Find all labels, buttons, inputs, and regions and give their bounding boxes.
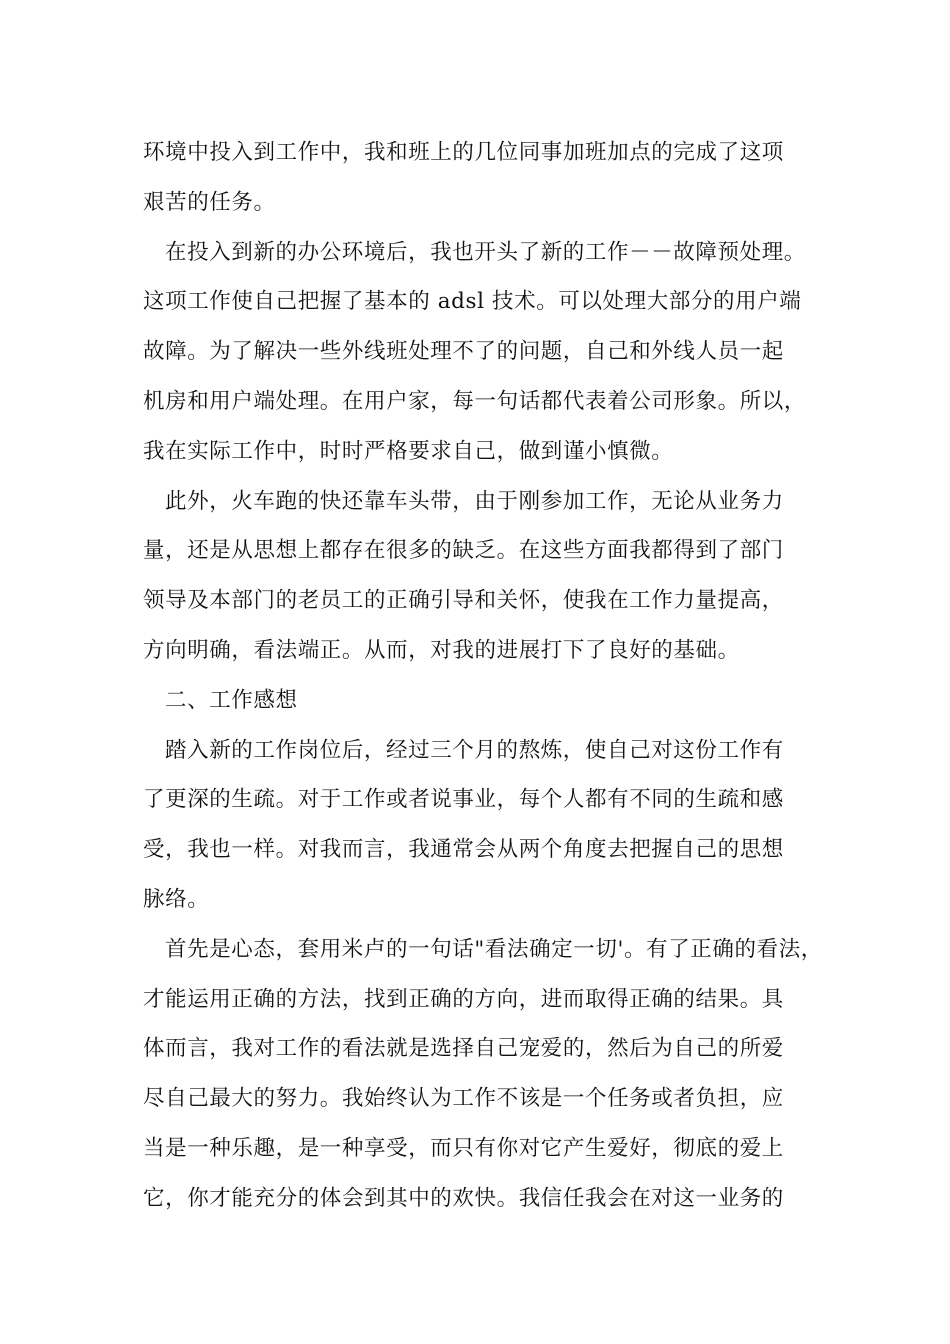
text-line: 了更深的生疏。对于工作或者说事业，每个人都有不同的生疏和感 (143, 787, 784, 813)
text-line: 踏入新的工作岗位后，经过三个月的熬炼，使自己对这份工作有 (165, 737, 784, 763)
text-line: 故障。为了解决一些外线班处理不了的问题，自己和外线人员一起 (143, 339, 784, 365)
text-line: 我在实际工作中，时时严格要求自己，做到谨小慎微。 (143, 438, 674, 464)
text-line: 受，我也一样。对我而言，我通常会从两个角度去把握自己的思想 (143, 837, 784, 863)
text-line: 尽自己最大的努力。我始终认为工作不该是一个任务或者负担，应 (143, 1086, 784, 1112)
text-line: 此外，火车跑的快还靠车头带，由于刚参加工作，无论从业务力 (165, 488, 784, 514)
text-line: 在投入到新的办公环境后，我也开头了新的工作－－故障预处理。 (165, 239, 806, 265)
text-line: 机房和用户端处理。在用户家，每一句话都代表着公司形象。所以， (143, 388, 807, 414)
text-line: 首先是心态，套用米卢的一句话"看法确定一切'。有了正确的看法， (165, 936, 823, 962)
text-line: 环境中投入到工作中，我和班上的几位同事加班加点的完成了这项 (143, 140, 784, 165)
section-heading: 二、工作感想 (165, 687, 298, 713)
text-line: 艰苦的任务。 (143, 189, 276, 215)
text-line: 这项工作使自己把握了基本的 adsl 技术。可以处理大部分的用户端 (143, 289, 802, 315)
body-text (143, 128, 833, 1224)
text-line: 脉络。 (143, 886, 210, 912)
text-line: 它，你才能充分的体会到其中的欢快。我信任我会在对这一业务的 (143, 1185, 784, 1211)
text-line: 当是一种乐趣，是一种享受，而只有你对它产生爱好，彻底的爱上 (143, 1135, 784, 1161)
text-line: 才能运用正确的方法，找到正确的方向，进而取得正确的结果。具 (143, 986, 784, 1012)
text-line: 体而言，我对工作的看法就是选择自己宠爱的，然后为自己的所爱 (143, 1036, 784, 1062)
text-line: 量，还是从思想上都存在很多的缺乏。在这些方面我都得到了部门 (143, 538, 784, 564)
text-line: 方向明确，看法端正。从而，对我的进展打下了良好的基础。 (143, 637, 740, 663)
text-line: 领导及本部门的老员工的正确引导和关怀，使我在工作力量提高， (143, 588, 784, 614)
